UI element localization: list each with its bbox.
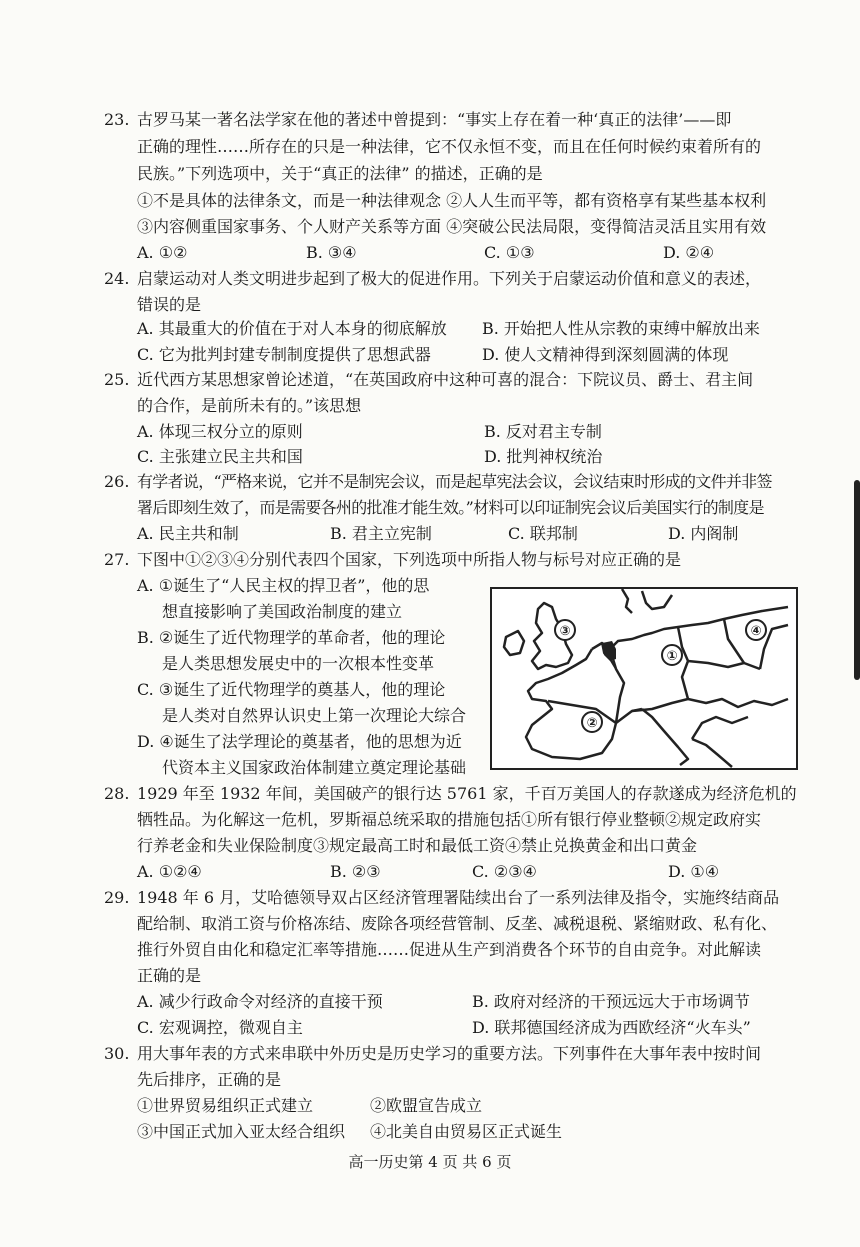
option-c[interactable]: C. 主张建立民主共和国 [137,447,303,466]
map-marker-3: ③ [559,624,571,639]
question-number: 26. [104,472,130,491]
question-text: 古罗马某一著名法学家在他的著述中曾提到：“事实上存在着一种‘真正的法律’——即 [137,110,732,129]
option-d[interactable]: D. 使人文精神得到深刻圆满的体现 [482,345,729,364]
option-a[interactable]: A. ①②④ [137,862,202,881]
option-b[interactable]: B. ②③ [330,862,381,881]
question-text: 有学者说，“严格来说，它并不是制宪会议，而是起草宪法会议，会议结束时形成的文件并非签 [137,472,772,491]
question-28-line-3: 行养老金和失业保险制度③规定最高工时和最低工资④禁止兑换黄金和出口黄金 [137,836,698,855]
map-marker-4: ④ [750,624,762,639]
option-a[interactable]: A. 体现三权分立的原则 [137,422,303,441]
map-marker-1: ① [666,649,678,664]
question-number: 27. [104,550,130,569]
question-30-line-2: 先后排序，正确的是 [137,1070,282,1089]
option-d[interactable]: D. 联邦德国经济成为西欧经济“火车头” [472,1018,751,1037]
question-text: 用大事年表的方式来串联中外历史是历史学习的重要方法。下列事件在大事年表中按时间 [137,1044,762,1063]
option-c[interactable]: C. 宏观调控，微观自主 [137,1018,303,1037]
question-24-line-2: 错误的是 [137,295,202,314]
question-29-line-4: 正确的是 [137,966,202,985]
option-b[interactable]: B. 开始把人性从宗教的束缚中解放出来 [482,319,760,338]
question-30-line-1 [104,1042,761,1066]
question-25-line-2: 的合作，是前所未有的。”该思想 [137,396,362,415]
question-28-line-1 [104,782,797,806]
question-27-line-1 [104,548,681,572]
option-c[interactable]: C. ①③ [484,243,535,262]
question-30-statement-2: ②欧盟宣告成立 [370,1096,483,1115]
option-c[interactable]: C. ②③④ [472,862,537,881]
option-b[interactable]: B. 政府对经济的干预远远大于市场调节 [472,992,750,1011]
question-23-line-1 [104,108,731,132]
option-b[interactable]: B. ③④ [306,243,357,262]
question-23-line-3: 民族。”下列选项中，关于“真正的法律” 的描述，正确的是 [137,164,543,183]
question-29-line-2: 配给制、取消工资与价格冻结、废除各项经营管制、反垄、减税退税、紧缩财政、私有化、 [137,914,778,933]
option-c[interactable]: C. ③诞生了近代物理学的奠基人，他的理论 [137,680,446,699]
page-footer: 高一历史第 4 页 共 6 页 [348,1153,512,1171]
question-28-line-2: 牺牲品。为化解这一危机，罗斯福总统采取的措施包括①所有银行停业整顿②规定政府实 [137,810,762,829]
option-b[interactable]: B. ②诞生了近代物理学的革命者，他的理论 [137,628,446,647]
question-29-line-3: 推行外贸自由化和稳定汇率等措施……促进从生产到消费各个环节的自由竞争。对此解读 [137,940,762,959]
option-a-cont: 想直接影响了美国政治制度的建立 [162,602,403,621]
option-a[interactable]: A. ①② [137,243,188,262]
option-b-cont: 是人类思想发展史中的一次根本性变革 [162,654,435,673]
question-number: 25. [104,370,130,389]
scan-edge-mark [854,480,860,680]
question-text: 下图中①②③④分别代表四个国家，下列选项中所指人物与标号对应正确的是 [137,550,682,569]
option-c[interactable]: C. 它为批判封建专制制度提供了思想武器 [137,345,431,364]
option-b[interactable]: B. 君主立宪制 [330,524,432,543]
question-30-statement-3: ③中国正式加入亚太经合组织 [137,1122,346,1141]
europe-map [490,587,798,770]
option-a[interactable]: A. ①诞生了“人民主权的捍卫者”，他的思 [137,576,430,595]
option-b[interactable]: B. 反对君主专制 [484,422,602,441]
question-25-line-1 [104,368,753,392]
question-text: 1929 年至 1932 年间，美国破产的银行达 5761 家，千百万美国人的存款遂成为经济危机的 [137,784,797,803]
question-number: 28. [104,784,130,803]
question-26-line-2: 署后即刻生效了，而是需要各州的批准才能生效。”材料可以印证制宪会议后美国实行的制度是 [137,498,764,517]
option-a[interactable]: A. 减少行政命令对经济的直接干预 [137,992,383,1011]
question-23-statement-2: ③内容侧重国家事务、个人财产关系等方面 ④突破公民法局限，变得简洁灵活且实用有效 [137,217,767,236]
question-number: 30. [104,1044,130,1063]
question-text: 1948 年 6 月，艾哈德领导双占区经济管理署陆续出台了一系列法律及指令，实施终结商品 [137,888,780,907]
question-number: 29. [104,888,130,907]
option-d[interactable]: D. 内阁制 [668,524,739,543]
question-24-line-1 [104,267,761,291]
option-a[interactable]: A. 民主共和制 [137,524,239,543]
question-29-line-1 [104,886,779,910]
option-c[interactable]: C. 联邦制 [508,524,578,543]
option-d[interactable]: D. 批判神权统治 [484,447,603,466]
question-30-statement-1: ①世界贸易组织正式建立 [137,1096,314,1115]
question-30-statement-4: ④北美自由贸易区正式诞生 [370,1122,563,1141]
option-d[interactable]: D. ①④ [668,862,720,881]
option-d-cont: 代资本主义国家政治体制建立奠定理论基础 [162,758,467,777]
map-drawing [492,589,796,768]
option-d[interactable]: D. ④诞生了法学理论的奠基者，他的思想为近 [137,732,462,751]
question-text: 近代西方某思想家曾论述道，“在英国政府中这种可喜的混合：下院议员、爵士、君主间 [137,370,754,389]
option-a[interactable]: A. 其最重大的价值在于对人本身的彻底解放 [137,319,447,338]
question-26-line-1 [104,470,772,494]
question-23-statement-1: ①不是具体的法律条文，而是一种法律观念 ②人人生而平等，都有资格享有某些基本权利 [137,191,767,210]
question-text: 启蒙运动对人类文明进步起到了极大的促进作用。下列关于启蒙运动价值和意义的表述， [137,269,762,288]
question-23-line-2: 正确的理性……所存在的只是一种法律，它不仅永恒不变，而且在任何时候约束着所有的 [137,137,762,156]
question-number: 24. [104,269,130,288]
option-c-cont: 是人类对自然界认识史上第一次理论大综合 [162,706,467,725]
option-d[interactable]: D. ②④ [663,243,715,262]
map-marker-2: ② [586,716,598,731]
question-number: 23. [104,110,130,129]
